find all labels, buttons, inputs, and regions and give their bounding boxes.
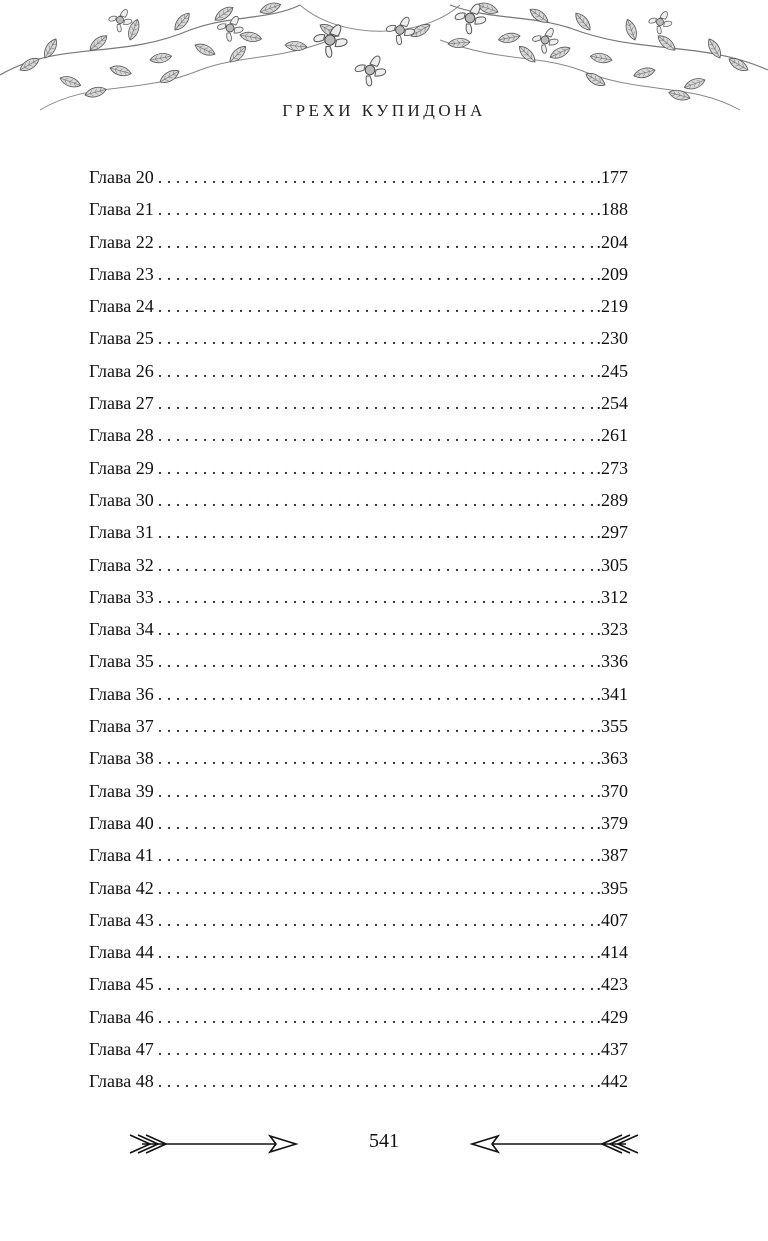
toc-entry-page: .437: [596, 1039, 628, 1060]
toc-entry-page: .407: [596, 909, 628, 930]
toc-entry-label: Глава 30: [89, 489, 154, 510]
page-number: 541: [369, 1130, 399, 1152]
toc-entry-page: .289: [596, 489, 628, 510]
toc-entry: [89, 872, 628, 904]
toc-dot-leader: [158, 968, 595, 1000]
toc-dot-leader: [158, 581, 595, 613]
toc-dot-leader: [158, 839, 595, 871]
toc-dot-leader: [158, 387, 595, 419]
toc-entry-page: .414: [596, 942, 628, 963]
toc-entry-page: .423: [596, 974, 628, 995]
toc-entry-page: .387: [596, 845, 628, 866]
toc-entry: [89, 290, 628, 322]
toc-dot-leader: [158, 872, 595, 904]
toc-entry: [89, 807, 628, 839]
toc-entry: [89, 1033, 628, 1065]
toc-dot-leader: [158, 645, 595, 677]
toc-entry-label: Глава 37: [89, 716, 154, 737]
toc-entry: [89, 678, 628, 710]
toc-entry: [89, 613, 628, 645]
toc-entry-page: .336: [596, 651, 628, 672]
toc-entry-page: .323: [596, 619, 628, 640]
table-of-contents: [89, 161, 628, 1098]
toc-entry-label: Глава 25: [89, 328, 154, 349]
toc-entry-page: .204: [596, 231, 628, 252]
toc-entry: [89, 645, 628, 677]
toc-entry: [89, 193, 628, 225]
toc-entry: [89, 419, 628, 451]
toc-entry-label: Глава 24: [89, 296, 154, 317]
toc-dot-leader: [158, 226, 595, 258]
toc-entry-page: .245: [596, 360, 628, 381]
toc-entry: [89, 775, 628, 807]
toc-entry-page: .370: [596, 780, 628, 801]
toc-entry-page: .177: [596, 167, 628, 187]
toc-entry-page: .312: [596, 586, 628, 607]
toc-entry: [89, 968, 628, 1000]
toc-dot-leader: [158, 193, 595, 225]
running-header-title: ГРЕХИ КУПИДОНА: [282, 101, 486, 120]
toc-dot-leader: [158, 936, 595, 968]
toc-entry-label: Глава 43: [89, 909, 154, 930]
toc-entry-page: .297: [596, 522, 628, 543]
toc-entry-page: .341: [596, 683, 628, 704]
toc-entry-label: Глава 29: [89, 457, 154, 478]
toc-entry: [89, 581, 628, 613]
toc-entry: [89, 1001, 628, 1033]
toc-dot-leader: [158, 549, 595, 581]
toc-entry: [89, 904, 628, 936]
toc-entry: [89, 355, 628, 387]
toc-dot-leader: [158, 742, 595, 774]
toc-entry: [89, 710, 628, 742]
toc-entry-page: .209: [596, 263, 628, 284]
toc-dot-leader: [158, 355, 595, 387]
toc-entry: [89, 161, 628, 193]
toc-dot-leader: [158, 419, 595, 451]
toc-entry-label: Глава 41: [89, 845, 154, 866]
toc-entry: [89, 839, 628, 871]
toc-entry: [89, 1065, 628, 1097]
toc-entry-page: .188: [596, 199, 628, 220]
toc-entry-label: Глава 47: [89, 1039, 154, 1060]
toc-entry: [89, 387, 628, 419]
toc-entry-label: Глава 20: [89, 167, 154, 187]
toc-entry-label: Глава 27: [89, 393, 154, 414]
toc-entry: [89, 322, 628, 354]
toc-dot-leader: [158, 258, 595, 290]
toc-dot-leader: [158, 775, 595, 807]
toc-dot-leader: [158, 290, 595, 322]
toc-entry-label: Глава 22: [89, 231, 154, 252]
toc-entry: [89, 452, 628, 484]
toc-entry: [89, 549, 628, 581]
toc-entry-label: Глава 34: [89, 619, 154, 640]
toc-entry-page: .273: [596, 457, 628, 478]
toc-dot-leader: [158, 516, 595, 548]
toc-dot-leader: [158, 807, 595, 839]
toc-entry: [89, 258, 628, 290]
toc-entry-label: Глава 23: [89, 263, 154, 284]
toc-entry-label: Глава 26: [89, 360, 154, 381]
toc-entry-label: Глава 38: [89, 748, 154, 769]
toc-dot-leader: [158, 322, 595, 354]
toc-dot-leader: [158, 1001, 595, 1033]
toc-entry-label: Глава 35: [89, 651, 154, 672]
toc-entry-page: .442: [596, 1071, 628, 1092]
toc-dot-leader: [158, 710, 595, 742]
toc-entry-page: .429: [596, 1006, 628, 1027]
toc-entry-page: .305: [596, 554, 628, 575]
toc-dot-leader: [158, 1065, 595, 1097]
toc-entry: [89, 484, 628, 516]
toc-entry-label: Глава 46: [89, 1006, 154, 1027]
toc-entry-label: Глава 40: [89, 812, 154, 833]
toc-entry-label: Глава 21: [89, 199, 154, 220]
toc-entry-label: Глава 45: [89, 974, 154, 995]
toc-entry-label: Глава 48: [89, 1071, 154, 1092]
toc-dot-leader: [158, 484, 595, 516]
toc-dot-leader: [158, 904, 595, 936]
toc-entry-label: Глава 39: [89, 780, 154, 801]
toc-entry-label: Глава 28: [89, 425, 154, 446]
toc-entry-page: .219: [596, 296, 628, 317]
toc-dot-leader: [158, 678, 595, 710]
toc-entry-page: .355: [596, 716, 628, 737]
toc-entry: [89, 742, 628, 774]
toc-entry-page: .379: [596, 812, 628, 833]
toc-entry-label: Глава 33: [89, 586, 154, 607]
toc-entry: [89, 226, 628, 258]
toc-entry-label: Глава 44: [89, 942, 154, 963]
toc-entry-label: Глава 42: [89, 877, 154, 898]
toc-entry-page: .230: [596, 328, 628, 349]
toc-dot-leader: [158, 452, 595, 484]
toc-entry: [89, 516, 628, 548]
toc-dot-leader: [158, 161, 595, 193]
toc-entry-label: Глава 31: [89, 522, 154, 543]
toc-entry-page: .395: [596, 877, 628, 898]
toc-entry-page: .261: [596, 425, 628, 446]
toc-dot-leader: [158, 613, 595, 645]
toc-entry-label: Глава 32: [89, 554, 154, 575]
toc-dot-leader: [158, 1033, 595, 1065]
toc-entry-page: .254: [596, 393, 628, 414]
toc-entry-label: Глава 36: [89, 683, 154, 704]
toc-entry: [89, 936, 628, 968]
toc-entry-page: .363: [596, 748, 628, 769]
